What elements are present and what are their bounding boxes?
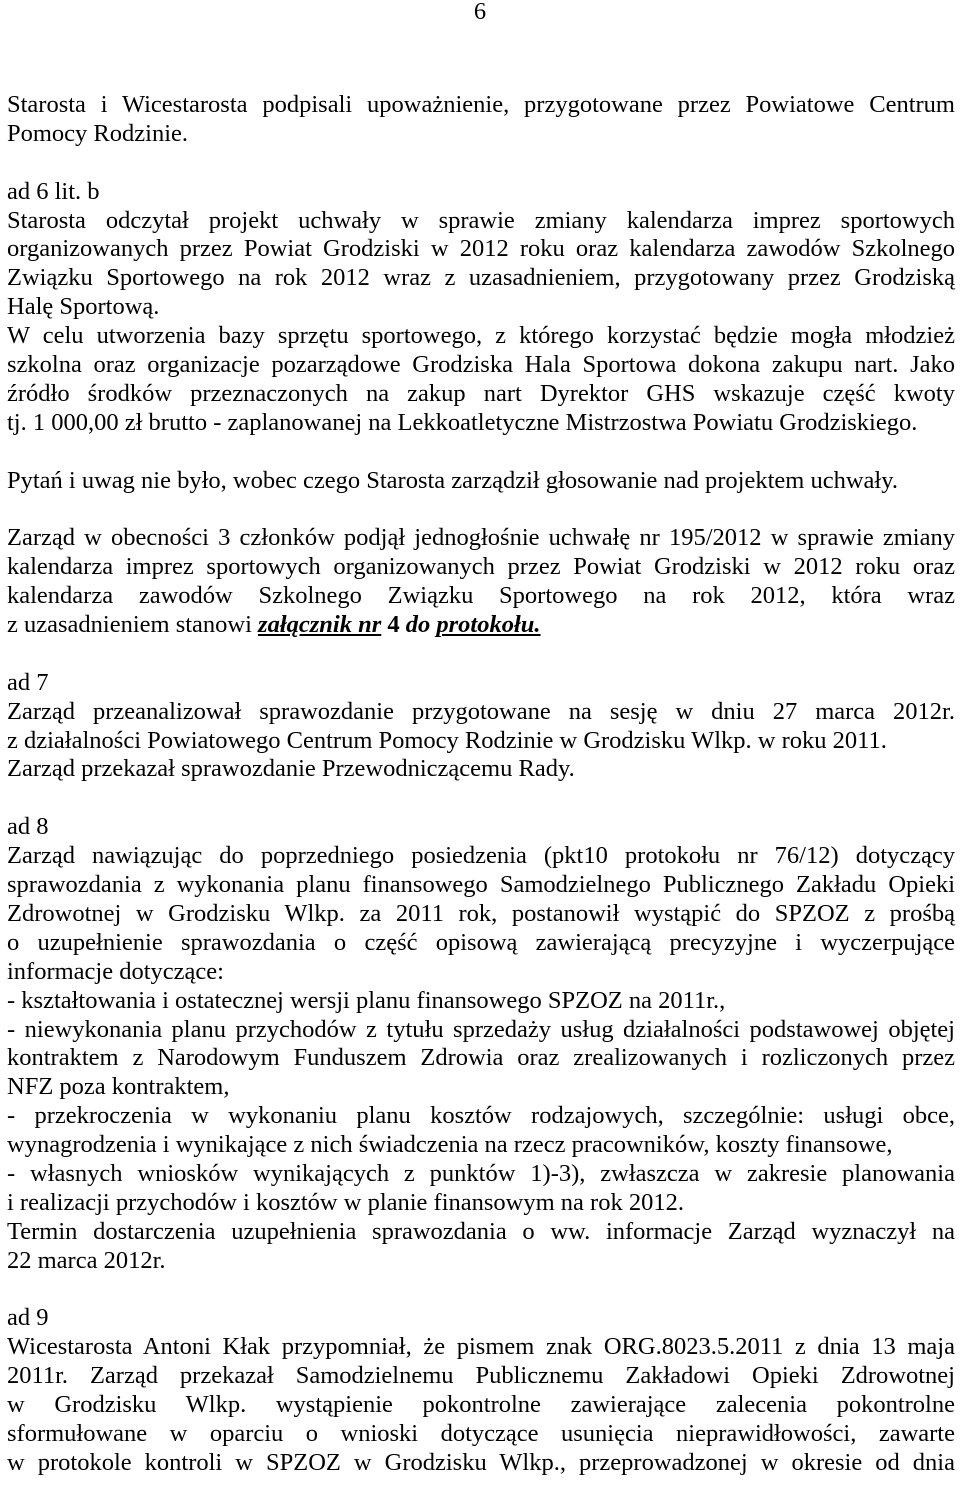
list-item-line: - niewykonania planu przychodów z tytułu sprzedaży usług działalności podstawowej objętej	[7, 1015, 955, 1043]
paragraph-line: sprawozdania z wykonania planu finansowego Samodzielnego Publicznego Zakładu Opieki	[7, 871, 955, 899]
item-heading-ad-7: ad 7	[7, 668, 49, 696]
paragraph-line: sformułowane w oparciu o wnioski dotyczące usunięcia nieprawidłowości, zawarte	[7, 1419, 955, 1447]
list-item-line: - kształtowania i ostatecznej wersji planu finansowego SPZOZ na 2011r.,	[7, 986, 726, 1014]
resolution-line: Zarząd w obecności 3 członków podjął jednogłośnie uchwałę nr 195/2012 w sprawie zmiany	[7, 524, 955, 552]
resolution-line: kalendarza imprez sportowych organizowanych przez Powiat Grodziski w 2012 roku oraz	[7, 553, 955, 581]
paragraph-line: szkolna oraz organizacje pozarządowe Grodziska Hala Sportowa dokona zakupu nart. Jako	[7, 351, 955, 379]
attachment-target: protokołu.	[436, 611, 541, 639]
list-item-line: NFZ poza kontraktem,	[7, 1073, 230, 1101]
page-number: 6	[473, 0, 487, 25]
paragraph-line: Halę Sportową.	[7, 293, 160, 321]
resolution-last-line	[7, 611, 955, 640]
item-heading-ad-6b: ad 6 lit. b	[7, 177, 100, 205]
paragraph-line: w protokole kontroli w SPZOZ w Grodzisku Wlkp., przeprowadzonej w okresie od dnia	[7, 1448, 955, 1476]
attachment-number: 4	[387, 611, 400, 639]
paragraph-line: Zdrowotnej w Grodzisku Wlkp. za 2011 rok, postanowił wystąpić do SPZOZ z prośbą	[7, 899, 955, 927]
list-item-line: - przekroczenia w wykonaniu planu kosztów rodzajowych, szczególnie: usługi obce,	[7, 1102, 955, 1130]
paragraph-line: o uzupełnienie sprawozdania o część opisową zawierającą precyzyjne i wyczerpujące	[7, 928, 955, 956]
blank-line	[7, 1276, 955, 1305]
paragraph-line: w Grodzisku Wlkp. wystąpienie pokontrolne zawierające zalecenia pokontrolne	[7, 1391, 955, 1419]
paragraph-line: organizowanych przez Powiat Grodziski w 2012 roku oraz kalendarza zawodów Szkolnego	[7, 235, 955, 263]
attachment-label: załącznik nr	[258, 611, 382, 639]
item-heading-ad-8: ad 8	[7, 813, 49, 841]
item-heading-ad-9: ad 9	[7, 1304, 49, 1332]
blank-line	[7, 438, 955, 467]
blank-line	[7, 784, 955, 813]
paragraph-line: Zarząd nawiązując do poprzedniego posiedzenia (pkt10 protokołu nr 76/12) dotyczący	[7, 842, 955, 870]
blank-line	[7, 640, 955, 669]
blank-line	[7, 149, 955, 178]
paragraph-line: źródło środków przeznaczonych na zakup nart Dyrektor GHS wskazuje część kwoty	[7, 379, 955, 407]
document-body	[7, 91, 955, 1478]
paragraph-line: tj. 1 000,00 zł brutto - zaplanowanej na Lekkoatletyczne Mistrzostwa Powiatu Grodziskiego.	[7, 408, 918, 436]
paragraph-line: W celu utworzenia bazy sprzętu sportowego, z którego korzystać będzie mogła młodzież	[7, 322, 955, 350]
paragraph-line: 2011r. Zarząd przekazał Samodzielnemu Publicznemu Zakładowi Opieki Zdrowotnej	[7, 1362, 955, 1390]
paragraph-line: Zarząd przekazał sprawozdanie Przewodniczącemu Rady.	[7, 755, 575, 783]
paragraph-line: Związku Sportowego na rok 2012 wraz z uzasadnieniem, przygotowany przez Grodziską	[7, 264, 955, 292]
paragraph-line: Zarząd przeanalizował sprawozdanie przygotowane na sesję w dniu 27 marca 2012r.	[7, 697, 955, 725]
list-item-line: kontraktem z Narodowym Funduszem Zdrowia oraz zrealizowanych i rozliczonych przez	[7, 1044, 955, 1072]
intro-line: Pomocy Rodzinie.	[7, 119, 189, 147]
paragraph-line: Starosta odczytał projekt uchwały w sprawie zmiany kalendarza imprez sportowych	[7, 206, 955, 234]
paragraph-line: Wicestarosta Antoni Kłak przypomniał, że pismem znak ORG.8023.5.2011 z dnia 13 maja	[7, 1333, 955, 1361]
list-item-line: wynagrodzenia i wynikające z nich świadczenia na rzecz pracowników, koszty finansowe,	[7, 1131, 893, 1159]
attachment-preposition: do	[405, 611, 431, 639]
resolution-lead: z uzasadnieniem stanowi	[7, 611, 252, 639]
no-questions-line: Pytań i uwag nie było, wobec czego Starosta zarządził głosowanie nad projektem uchwały.	[7, 466, 899, 494]
list-item-line: i realizacji przychodów i kosztów w planie finansowym na rok 2012.	[7, 1188, 684, 1216]
paragraph-line: z działalności Powiatowego Centrum Pomocy Rodzinie w Grodzisku Wlkp. w roku 2011.	[7, 726, 887, 754]
list-item-line: - własnych wniosków wynikających z punktów 1)-3), zwłaszcza w zakresie planowania	[7, 1159, 955, 1187]
intro-line: Starosta i Wicestarosta podpisali upoważnienie, przygotowane przez Powiatowe Centrum	[7, 91, 955, 118]
resolution-line: kalendarza zawodów Szkolnego Związku Sportowego na rok 2012, która wraz	[7, 582, 955, 610]
paragraph-line: 22 marca 2012r.	[7, 1246, 166, 1274]
blank-line	[7, 495, 955, 524]
paragraph-line: Termin dostarczenia uzupełnienia sprawozdania o ww. informacje Zarząd wyznaczył na	[7, 1217, 955, 1245]
paragraph-line: informacje dotyczące:	[7, 957, 224, 985]
